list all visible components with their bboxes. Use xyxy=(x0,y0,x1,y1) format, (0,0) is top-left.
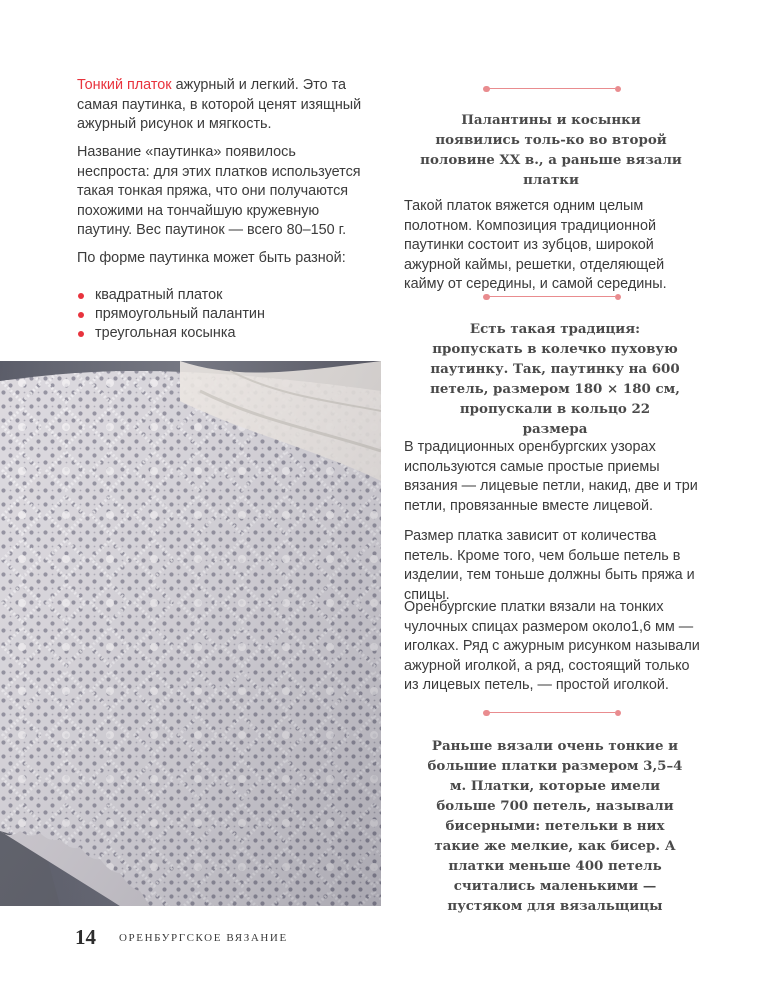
list-item: квадратный платок xyxy=(77,286,367,305)
quote-2: Есть такая традиция: пропускать в колечко пуховую паутинку. Так, паутинку на 600 петель, размером 180 × 180 см, пропускали в кольцо 22 размера xyxy=(430,321,680,437)
section-divider xyxy=(483,84,621,94)
shape-paragraph: По форме паутинка может быть разной: xyxy=(77,250,346,266)
page-number: 14 xyxy=(75,925,96,949)
paragraph-needles: Оренбургские платки вязали на тонких чулочных спицах размером около1,6 мм — иголках. Ряд с ажурным рисунком называли ажурной иголкой, а ряд, состоящий только из лицевых петель, — простой иголкой. xyxy=(404,599,700,693)
intro-text: ажурный и легкий. Это та самая паутинка, в которой ценят изящный ажурный рисунок и мягкость. xyxy=(77,77,362,132)
name-paragraph: Название «паутинка» появилось неспроста: для этих платков используется такая тонкая пряжа, что они получаются похожими на тончайшую кружевную паутину. Вес паутинок — всего 80–150 г. xyxy=(77,144,361,238)
section-divider xyxy=(483,292,621,302)
paragraph-structure: Такой платок вяжется одним целым полотном. Композиция традиционной паутинки состоит из зубцов, широкой ажурной каймы, решетки, отделяющей кайму от середины, и самой середины. xyxy=(404,198,667,292)
running-title: ОРЕНБУРГСКОЕ ВЯЗАНИЕ xyxy=(119,932,288,944)
section-divider xyxy=(483,708,621,718)
intro-paragraph xyxy=(77,76,367,135)
list-item: прямоугольный палантин xyxy=(77,305,367,324)
shape-list xyxy=(77,286,367,343)
paragraph-size: Размер платка зависит от количества петель. Кроме того, чем больше петель в изделии, тем тоньше должны быть пряжа и спицы. xyxy=(404,528,695,603)
quote-1: Палантины и косынки появились толь-ко во второй половине XX в., а раньше вязали платки xyxy=(420,112,682,188)
paragraph-patterns: В традиционных оренбургских узорах используются самые простые приемы вязания — лицевые петли, накид, две и три петли, провязанные вместе лицевой. xyxy=(404,439,698,514)
list-item: треугольная косынка xyxy=(77,324,367,343)
lace-shawl-photo xyxy=(0,361,381,906)
intro-highlight: Тонкий платок xyxy=(77,77,172,93)
quote-3: Раньше вязали очень тонкие и большие платки размером 3,5–4 м. Платки, которые имели больше 700 петель, называли бисерными: петельки в них такие же мелкие, как бисер. А платки меньше 400 петель считались маленькими — пустяком для вязальщицы xyxy=(427,738,683,914)
shawl-image xyxy=(0,361,381,906)
